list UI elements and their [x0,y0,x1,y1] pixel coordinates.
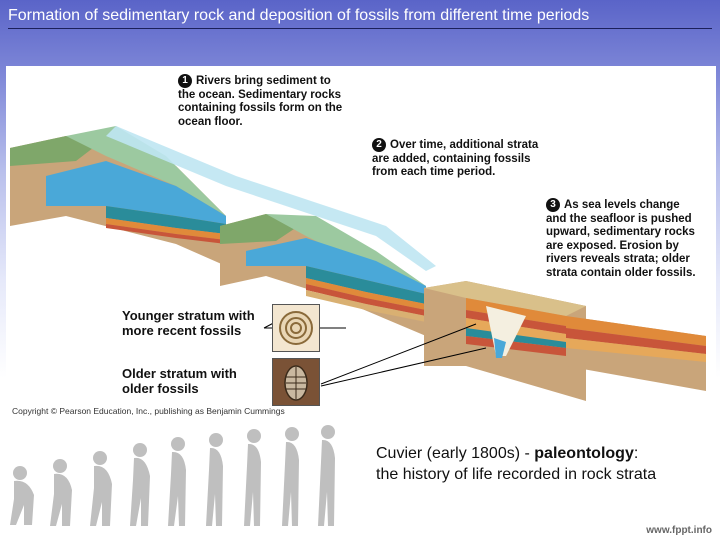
step-3-text: As sea levels change and the seafloor is pushed upward, sedimentary rocks are exposed. Erosion by rivers reveals strata; older strata contain older fossils. [546,199,696,279]
caption-prefix: Cuvier (early 1800s) - [376,445,535,462]
step-1-number: 1 [178,74,192,88]
caption-colon: : [633,445,639,462]
trilobite-icon [273,359,319,405]
copyright-note: Copyright © Pearson Education, Inc., publishing as Benjamin Cummings [12,406,285,416]
step-3-number: 3 [546,198,560,212]
caption-line-2: the history of life recorded in rock strata [376,466,657,483]
slide-title: Formation of sedimentary rock and deposition of fossils from different time periods [8,4,712,29]
pointer-line-older-2 [321,348,486,386]
step-1 [178,74,342,129]
evolution-figures-icon [10,425,335,526]
strata-figure [6,66,716,420]
block-3 [424,281,706,401]
caption-paleontology: paleontology [534,445,634,462]
step-2-text: Over time, additional strata are added, containing fossils from each time period. [372,139,539,178]
step-3 [546,198,696,280]
step-2 [372,138,538,180]
ammonite-icon [273,305,319,351]
caption-line-1 [376,443,706,464]
ammonite-fossil-image [272,304,320,352]
trilobite-fossil-image [272,358,320,406]
brand-watermark: www.fppt.info [646,525,712,536]
older-stratum-label: Older stratum with older fossils [122,366,237,396]
step-1-text: Rivers bring sediment to the ocean. Sedimentary rocks containing fossils form on the ocean floor. [178,75,343,128]
younger-stratum-label: Younger stratum with more recent fossils [122,308,255,338]
block-1 [10,126,226,266]
cuvier-caption [376,443,706,485]
step-2-number: 2 [372,138,386,152]
human-evolution-silhouettes [0,420,370,540]
